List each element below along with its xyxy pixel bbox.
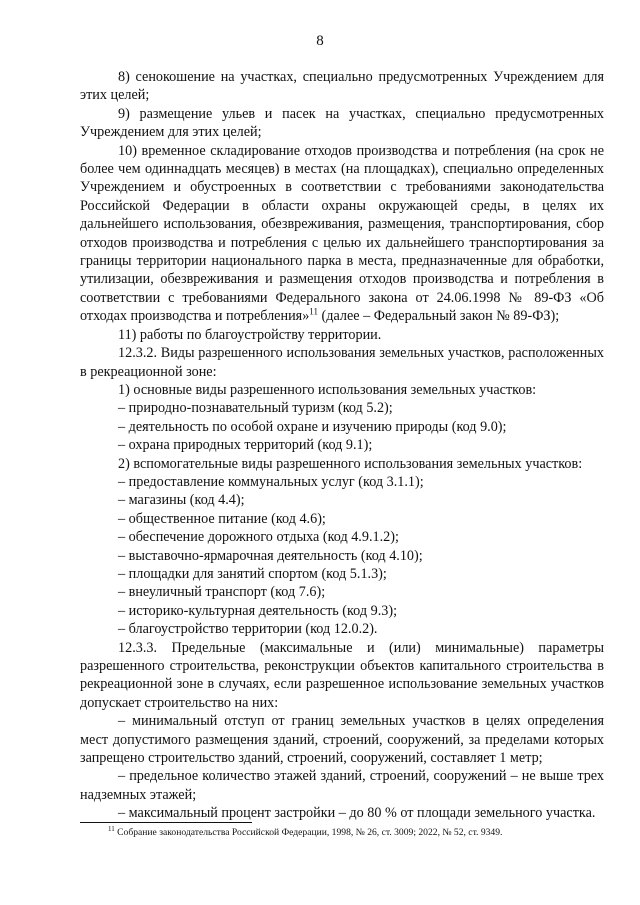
footnote-divider — [80, 822, 252, 823]
paragraph-9: 9) размещение ульев и пасек на участках, специально предусмотренных Учреждением для этих целей; — [80, 105, 604, 141]
paragraph-10 — [80, 142, 604, 326]
footnote-marker: 11 — [108, 824, 115, 833]
footnote-text: Собрание законодательства Российской Федерации, 1998, № 26, ст. 3009; 2022, № 52, ст. 9349. — [114, 827, 503, 838]
section-12-3-3-heading: 12.3.3. Предельные (максимальные и (или) минимальные) параметры разрешенного строительства, реконструкции объектов капитального строительства в рекреационной зоне в случаях, если разрешенное использование земельных участков допускает строительство на них: — [80, 639, 604, 711]
page-number: 8 — [316, 33, 324, 49]
list-item: – деятельность по особой охране и изучению природы (код 9.0); — [118, 418, 507, 435]
paragraph-8: 8) сенокошение на участках, специально предусмотренных Учреждением для этих целей; — [80, 69, 604, 104]
list-item: – магазины (код 4.4); — [118, 492, 245, 509]
footnote-reference: 11 — [309, 306, 318, 317]
list-item: – максимальный процент застройки – до 80 % от площади земельного участка. — [118, 805, 596, 822]
footnote — [80, 824, 604, 839]
paragraph-10-text: 10) временное складирование отходов производства и потребления (на срок не более чем одиннадцать месяцев) в местах (на площадках), специально определенных Учреждением и обустроенных в соответствии с требованиями законодательства Российской Федерации в области охраны окружающей среды, в целях их дальнейшего использования, обезвреживания, размещения, транспортирования, сбор отходов производства и потребления с целью их дальнейшего транспортирования за границы территории национального парка в места, предназначенные для обработки, утилизации, обезвреживания и размещения отходов производства и потребления в соответствии с требованиями Федерального закона от 24.06.1998 № 89-ФЗ «Об отходах производства и потребления» — [80, 142, 604, 325]
auxiliary-uses-heading: 2) вспомогательные виды разрешенного использования земельных участков: — [118, 455, 583, 472]
list-item: – минимальный отступ от границ земельных участков в целях определения мест допустимого размещения зданий, строений, сооружений, за пределами которых запрещено строительство зданий, строений, сооружений, составляет 1 метр; — [80, 713, 604, 767]
list-item: – общественное питание (код 4.6); — [118, 510, 326, 527]
section-12-3-2-heading: 12.3.2. Виды разрешенного использования земельных участков, расположенных в рекреационной зоне: — [80, 345, 604, 380]
list-item: – благоустройство территории (код 12.0.2). — [118, 621, 378, 638]
list-item: – площадки для занятий спортом (код 5.1.3); — [118, 565, 387, 582]
list-item: – природно-познавательный туризм (код 5.2); — [118, 400, 393, 417]
list-item: – обеспечение дорожного отдыха (код 4.9.1.2); — [118, 529, 399, 546]
list-item: – охрана природных территорий (код 9.1); — [118, 437, 373, 454]
document-body — [80, 68, 604, 823]
list-item: – предоставление коммунальных услуг (код 3.1.1); — [118, 473, 424, 490]
list-item: – предельное количество этажей зданий, строений, сооружений – не выше трех надземных этажей; — [80, 768, 604, 803]
main-uses-heading: 1) основные виды разрешенного использования земельных участков: — [118, 381, 537, 398]
list-item: – выставочно-ярмарочная деятельность (код 4.10); — [118, 547, 423, 564]
paragraph-10-tail: (далее – Федеральный закон № 89-ФЗ); — [317, 308, 560, 325]
list-item: – историко-культурная деятельность (код 9.3); — [118, 602, 398, 619]
list-item: – внеуличный транспорт (код 7.6); — [118, 584, 326, 601]
paragraph-11: 11) работы по благоустройству территории. — [118, 326, 382, 343]
